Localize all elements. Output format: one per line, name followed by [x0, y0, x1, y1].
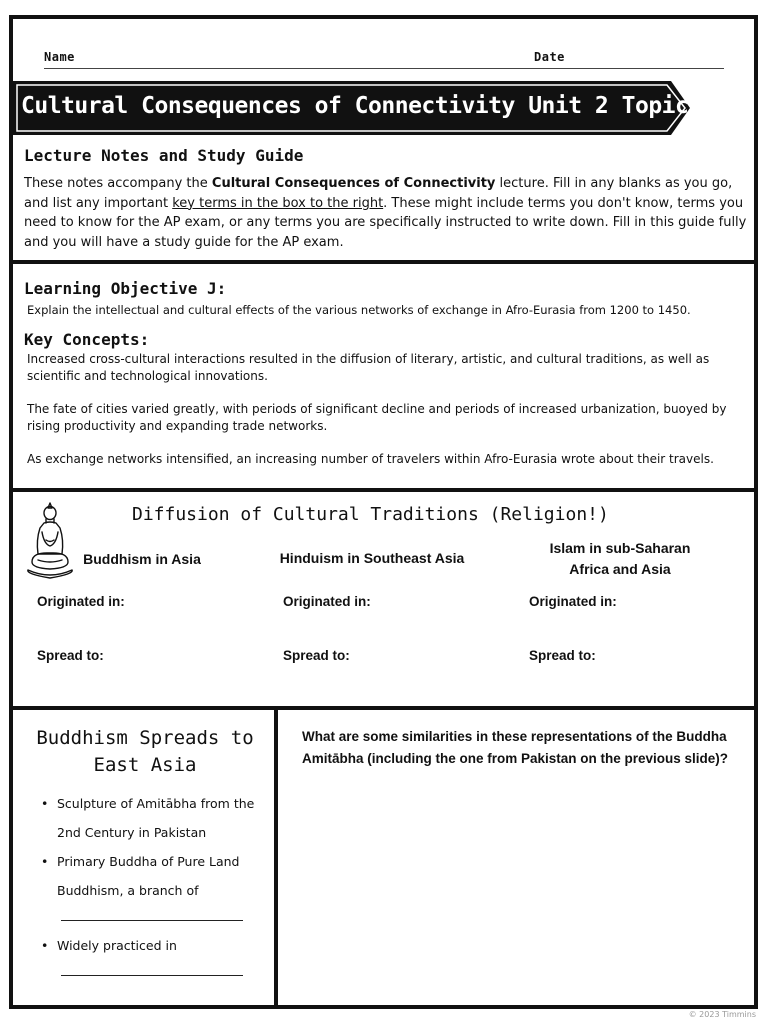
date-label: Date	[534, 50, 565, 64]
lecture-notes-text: These notes accompany the Cultural Consequences of Connectivity lecture. Fill in any blanks as you go, and list any important key terms in the box to the right. These might include terms you don't know, terms you need to know for the AP exam, or any terms you are specifically instructed to write down. Fill in this guide fully and you will have a study guide for the AP exam.	[24, 176, 747, 250]
islam-originated-label: Originated in:	[529, 594, 617, 609]
title-banner	[13, 81, 716, 135]
name-date-row	[44, 50, 724, 70]
learning-objective-text: Explain the intellectual and cultural effects of the various networks of exchange in Afro-Eurasia from 1200 to 1450.	[27, 303, 691, 317]
key-concept-1: Increased cross-cultural interactions resulted in the diffusion of literary, artistic, and cultural traditions, as well as scientific and technological innovations.	[27, 352, 710, 383]
buddhism-spread-label: Spread to:	[37, 648, 104, 663]
lecture-notes-title: Lecture Notes and Study Guide	[24, 146, 304, 165]
key-concept-2: The fate of cities varied greatly, with periods of significant decline and periods of increased urbanization, buoyed by rising productivity and expanding trade networks.	[27, 402, 727, 433]
column-heading-buddhism: Buddhism in Asia	[83, 551, 201, 567]
name-date-line[interactable]	[44, 68, 724, 69]
bullet-item-2: • Primary Buddha of Pure Land Buddhism, a branch of	[38, 847, 263, 905]
page-title: Cultural Consequences of Connectivity Unit 2 Topic 5	[21, 93, 716, 119]
buddhism-spreads-title: Buddhism Spreads to East Asia	[36, 727, 254, 776]
bullet-item-1: • Sculpture of Amitābha from the 2nd Century in Pakistan	[38, 789, 263, 847]
similarities-question: What are some similarities in these representations of the Buddha Amitābha (including the one from Pakistan on the previous slide)?	[302, 729, 729, 766]
divider-2	[13, 488, 754, 492]
column-heading-islam: Islam in sub-Saharan Africa and Asia	[549, 540, 691, 577]
key-terms-link: key terms in the box to the right	[172, 195, 384, 211]
answer-blank-2[interactable]	[61, 960, 243, 976]
diffusion-title: Diffusion of Cultural Traditions (Religion!)	[132, 504, 609, 525]
lecture-name-bold: Cultural Consequences of Connectivity	[211, 176, 496, 191]
buddhism-originated-label: Originated in:	[37, 594, 125, 609]
bullet-item-3: • Widely practiced in	[38, 931, 263, 960]
buddhism-bullet-list	[38, 789, 263, 986]
key-concept-3: As exchange networks intensified, an increasing number of travelers within Afro-Eurasia wrote about their travels.	[27, 452, 714, 466]
hinduism-originated-label: Originated in:	[283, 594, 371, 609]
name-label: Name	[44, 50, 75, 64]
column-heading-hinduism: Hinduism in Southeast Asia	[279, 550, 465, 566]
divider-1	[13, 260, 754, 264]
answer-blank-1[interactable]	[61, 905, 243, 921]
divider-3	[13, 706, 754, 710]
column-divider	[274, 710, 278, 1006]
buddha-icon	[22, 500, 78, 580]
copyright-footer: © 2023 Timmins	[688, 1010, 756, 1019]
islam-spread-label: Spread to:	[529, 648, 596, 663]
learning-objective-title: Learning Objective J:	[24, 279, 227, 298]
key-concepts-title: Key Concepts:	[24, 330, 150, 349]
hinduism-spread-label: Spread to:	[283, 648, 350, 663]
